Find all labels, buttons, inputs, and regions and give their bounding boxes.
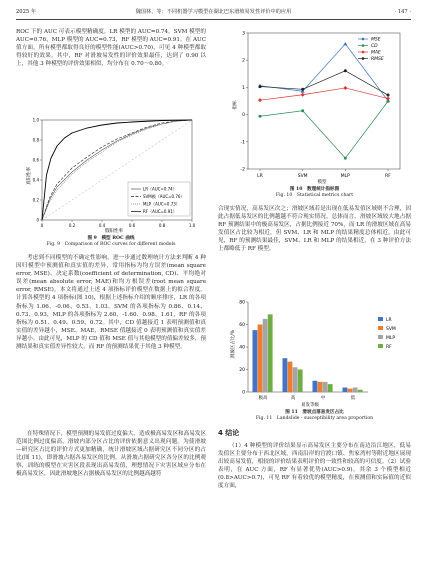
metrics-point [258,98,262,102]
header-year: 2025 年 [16,9,37,15]
paragraph-text: （1）4 种模型的评价结果显示高易发区主要分布在南边沿江地区，低易发值区主要分布于西北区域，西南沿岸的官渡口镇、焦家湾村等附近地区展现出较高易发值，相较的评价结果表明评价的一致性和较高的可信度。（2）试验表明，在 AUC 方面，RF 有显著优势(AUC>0.9)，其余 3 个模型相近(0.8>AUC>0.7)，可见 RF 有着较优的模型精度，在预测值和实际值的近似度方面， [218,443,411,490]
roc-ytick-label: 0.6 [32,157,39,163]
fig9-caption [16,236,206,248]
bar-lr [313,381,318,392]
bar-svm [318,382,323,392]
roc-xtick-label: 0.2 [68,223,76,228]
metrics-xtick-label: RF [385,174,391,179]
bar-legend-swatch [378,326,383,330]
metrics-point [343,42,347,46]
metrics-legend-label: RMSE [371,57,384,62]
bar-category-label: 高 [290,396,296,401]
bar-svm [348,389,353,392]
metrics-ytick-label: 2 [242,58,245,64]
metrics-point [344,69,347,72]
bar-category-label: 中 [320,396,326,401]
metrics-ytick-label: 0 [242,113,245,119]
metrics-ytick-label: 3 [242,31,245,37]
bar-lr [343,388,348,393]
bar-category-label: 低 [350,396,356,401]
paragraph-text: ROC 下的 AUC 可表示模型精确度。LR 模型的 AUC=0.74，SVM 模型的 AUC=0.76，MLP 模型的 AUC=0.73，RF 模型的 AUC=0.91。在 AUC 值方面，所有模型都取得良好的模型性能(AUC>0.70)，可见 4 种模型都取得较好的效果。其中，RF 对滑坡易发性的评价效果最佳，达到了 0.90 以上，其他 3 种模型的评价效果相似，均分布在 0.70～0.80。 [16,29,206,68]
section-heading: 4 结论 [218,429,240,437]
bar-lr [253,330,258,392]
bar-legend-swatch [378,335,383,339]
fig9-caption-cn: 图 9 模型 ROC 曲线 [87,236,135,241]
bar-legend-label: LR [386,318,392,323]
metrics-legend-marker [362,38,365,41]
right-mid-paragraph [218,205,411,254]
roc-legend-label: LR（AUC=0.74） [143,186,177,192]
metrics-point [301,93,305,97]
roc-ylabel: 真阳性率 [27,167,32,185]
roc-legend-label: MLP（AUC=0.73） [143,201,180,207]
header-page: · 147 · [394,9,411,15]
metrics-xlabel: 模型 [317,180,327,185]
roc-legend-label: RF（AUC=0.91） [143,209,177,214]
paragraph-text: 在特殊情况下，模型预测的易发值过度偏大，造成极高易发区和高易发区范围比例过度偏高，滑坡内部分区占比的评价依据意义出现问题。为使滑坡—研究区占比的评价方式更加精确，统计滑坡区域占据研究区不同分区的占比(图 11)，即滑坡占据各易发区的比例。从滑坡占据研究区各分区的比例观察，训练的模型在灾害区段表现出高易发值，理想情况下灾害区域应分布在极高易发区，因此滑坡地区占据极高易发区的比例越高越符 [16,431,207,478]
bar-mlp [263,319,268,392]
bar-mlp [353,388,358,393]
fig10-caption-en: Fig. 10 Statistical metrics chart [275,193,354,198]
left-top-paragraph [16,28,206,68]
metrics-legend-marker [362,44,365,47]
paragraph-text: 合现实情况，高易发区次之；滑坡区域若是出现在低易发值区域则不合理，因此占据低易发区的比例越越不符合现实情况。总体而言，滑坡区域较大地占据 RF 预测结果中的极高易发区，占据比例接近 70%，而 LR 的滑坡区域在高易发值区占比较为相近，但 SVM、LR 和 MLP 的结果精度总体相近。由此可见，RF 的预测结果最佳，SVM、LR 和 MLP 的结果相近，在 3 种评价方法上都略低于 RF 模型。 [218,206,411,253]
roc-legend-label: SVM模（AUC=0.76） [143,194,185,199]
bar-svm [288,362,293,392]
metrics-line-mae [260,88,388,100]
bar-ytick-label: 60 [239,323,245,328]
right-bottom-paragraph [218,442,411,491]
bar-mlp [323,382,328,392]
roc-xtick-label: 1.0 [188,223,196,228]
roc-xtick-label: 0.6 [128,223,136,228]
metrics-xtick-label: LR [257,174,263,179]
roc-xtick-label: 0.8 [158,223,166,228]
bar-legend-label: MLP [386,336,396,341]
metrics-point [301,88,304,91]
bar-lr [283,358,288,392]
roc-ytick-label: 0 [36,217,39,223]
metrics-point [301,109,304,112]
bar-ytick-label: 80 [239,300,245,306]
bar-category-label: 极高 [258,396,268,401]
roc-ytick-label: 0.2 [32,197,39,203]
metrics-legend-label: MAE [371,50,381,56]
fig10-caption [218,187,411,199]
bar-ylabel: 滑坡区占比/% [231,329,236,359]
metrics-point [387,94,390,97]
metrics-xtick-label: SVM [297,174,308,179]
roc-ytick-label: 1.0 [32,117,39,123]
metrics-point [344,157,347,160]
fig10-caption-cn: 图 10 数理统计指标图 [289,187,340,192]
left-mid-paragraph [16,254,206,351]
fig11-caption-en: Fig. 11 Landslide - susceptibility area proportion [255,416,374,421]
roc-xtick-label: 0 [40,223,44,228]
page-header [16,5,411,20]
roc-ytick-label: 0.4 [32,177,39,183]
bar-rf [298,370,303,393]
metrics-point [259,115,262,118]
metrics-xtick-label: MLP [340,174,350,179]
bar-rf [328,384,333,392]
roc-ytick-label: 0.8 [32,137,39,143]
metrics-ytick-label: -2 [240,167,245,173]
metrics-ylabel: 指标 [233,100,238,110]
metrics-point [259,85,262,88]
paragraph-text: 考虑到不同模型的不确定性影响，进一步通过数理统计方法来判断 4 种因归模型中预测值和真实值的差异，常用指标为均方误差(mean square error, MSE)、决定系数(coefficient of determination, CD)、平均绝对误差(mean absolute error, MAE)和均方根误差(root mean square error, RMSE)。本文将通过上述 4 项指标评价模型在数据上的拟合程度。计算各模型的 4 项指标(图 10)，根据上述指标介绍的顺序排序，LR 的各项指标为 1.06、-0.06、0.53、1.03，SVM 的各项指标为 0.86、0.14、0.73、0.93，MLP 的各项指标为 2.60、-1.60、0.98、1.61，RF 的各项指标为 0.51、0.49、0.59、0.72。其中，CD 值越接近 1 表明预测值和真实值的差异越小，MSE、MAE、RMSE 值越接近 0 表明预测值和真实值差异越小。由此可见，MLP 的 CD 值和 MSE 值与其他模型的值偏差较多，预测结果和真实值差异性较大，而 RF 的预测结果优于其他 3 种模型。 [16,255,206,351]
roc-xtick-label: 0.4 [98,223,106,228]
bar-svm [258,325,263,393]
bar-mlp [293,367,298,392]
fig9-caption-en: Fig. 9 Comparison of ROC curves for different models [46,242,176,247]
roc-chart [16,114,206,234]
metrics-point [343,86,347,90]
metrics-line-mse [260,44,388,101]
metrics-line-cd [260,101,388,158]
metrics-ytick-label: -1 [240,140,245,146]
proportion-bar-chart [218,296,411,408]
bar-xlabel: 易发等级 [301,403,319,408]
bar-legend-swatch [378,344,383,348]
metrics-legend-marker [362,57,365,60]
left-bottom-paragraph [16,430,206,479]
metrics-legend-marker [362,51,365,54]
metrics-point [386,97,390,101]
roc-xlabel: 假阳性率 [105,229,123,234]
bar-legend-label: SVM [386,327,396,332]
fig11-caption-cn: 图 11 滑坡点落易发区占比 [285,410,344,415]
bar-legend-swatch [378,317,383,321]
bar-legend-label: RF [386,345,392,350]
metrics-legend-label: CD [371,44,378,49]
bar-ytick-label: 0 [242,390,245,396]
bar-ytick-label: 40 [239,345,245,351]
metrics-chart [218,25,411,185]
metrics-legend-label: MSE [371,37,381,43]
fig11-caption [218,410,411,422]
bar-rf [358,390,363,392]
header-title: 魏国林，等：不同机器学习模型在湖北巴东滑坡易发性评价中的应用 [135,9,292,15]
bar-ytick-label: 20 [239,368,245,373]
metrics-ytick-label: 1 [242,85,245,91]
bar-rf [268,314,273,392]
